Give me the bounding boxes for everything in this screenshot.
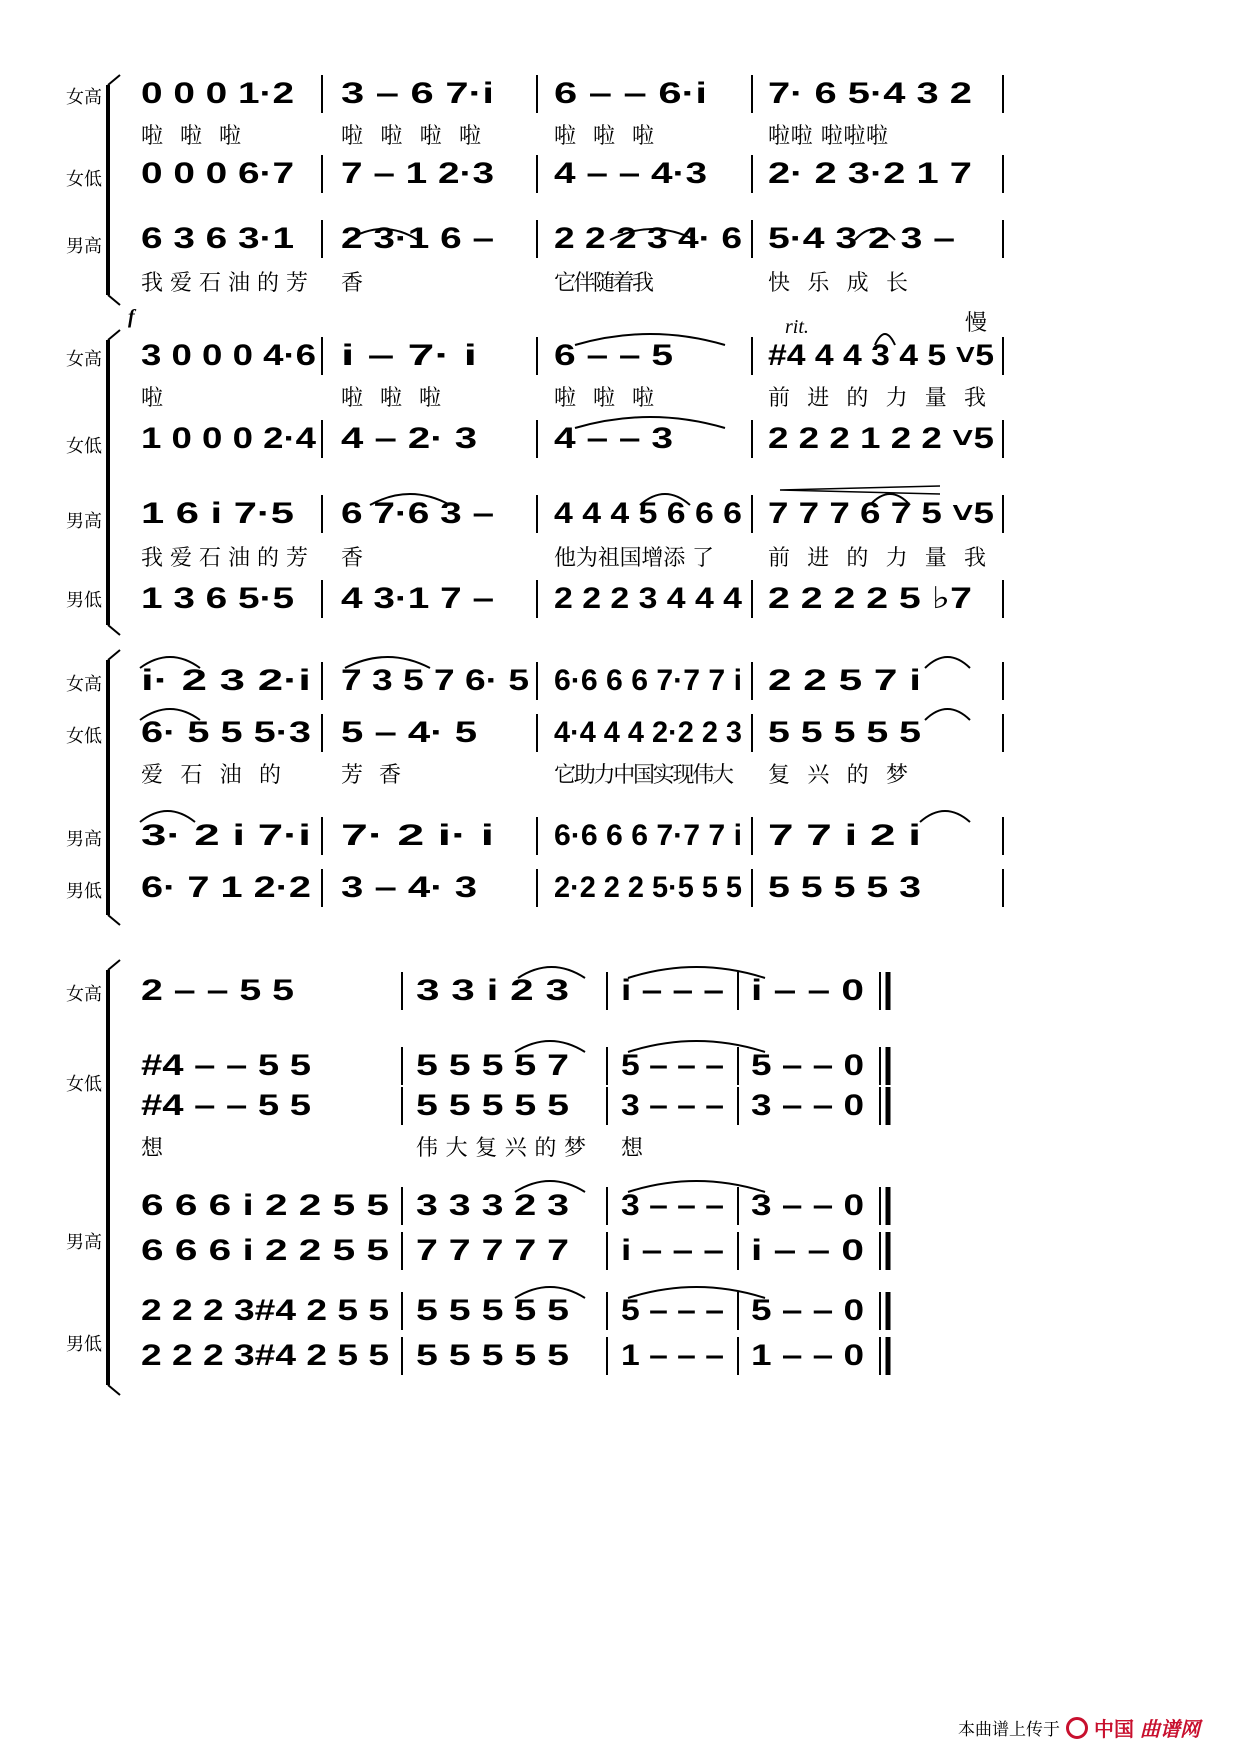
lyric-text: 前 进 的 力 量 我 bbox=[768, 546, 986, 571]
tempo-text: 慢 bbox=[965, 311, 988, 336]
site-name[interactable]: 中国 bbox=[1094, 1717, 1134, 1741]
measure-notes: 2· 2 3·2 1 7 bbox=[768, 157, 972, 190]
measure-notes: 3 – – – bbox=[621, 1189, 724, 1222]
lyric-text: 伟 大 复 兴 的 梦 bbox=[416, 1136, 586, 1161]
slur bbox=[925, 657, 970, 668]
lyric-text: 啦 bbox=[141, 386, 164, 411]
measure-notes: 7 7 i 2 i bbox=[768, 819, 921, 852]
part-label: 女低 bbox=[66, 436, 102, 457]
measure-notes: i – – – bbox=[621, 1234, 724, 1267]
measure-notes: 4 3·1 7 – bbox=[341, 582, 494, 615]
measure-notes: 3 – 6 7·i bbox=[341, 77, 494, 110]
measure-notes: 6 6 6 i 2 2 5 5 bbox=[141, 1189, 389, 1222]
measure-notes: 5 5 5 5 5 bbox=[416, 1294, 569, 1327]
footer bbox=[958, 1713, 1200, 1742]
system-bracket-top bbox=[108, 75, 120, 85]
measure-notes: 3 – 4· 3 bbox=[341, 871, 477, 904]
lyric-text: 我 爱 石 油 的 芳 bbox=[141, 546, 308, 571]
measure-notes: 3 0 0 0 4·6 bbox=[141, 339, 316, 372]
measure-notes: 7 7 7 6 7 5 ˅5 bbox=[768, 497, 994, 530]
part-label: 男高 bbox=[66, 1232, 102, 1253]
measure-notes: 2 – – 5 5 bbox=[141, 974, 294, 1007]
measure-notes: 2 2 2 2 5 ♭7 bbox=[768, 582, 972, 615]
measure-notes: 7 – 1 2·3 bbox=[341, 157, 494, 190]
measure-notes: 3 – – 0 bbox=[751, 1189, 864, 1222]
measure-notes: 2 2 2 3#4 2 5 5 bbox=[141, 1339, 389, 1372]
part-label: 女低 bbox=[66, 169, 102, 190]
measure-notes: 5 5 5 5 5 bbox=[416, 1339, 569, 1372]
crescendo-hairpin bbox=[780, 486, 940, 494]
lyric-text: 他为祖国增添 了 bbox=[554, 546, 714, 571]
measure-notes: 5 – – 0 bbox=[751, 1294, 864, 1327]
measure-notes: 2 3·1 6 – bbox=[341, 222, 494, 255]
measure-notes: 2 2 5 7 i bbox=[768, 664, 921, 697]
part-label: 女高 bbox=[66, 87, 102, 108]
measure-notes: i – – – bbox=[621, 974, 724, 1007]
measure-notes: i – 7· i bbox=[341, 339, 477, 372]
lyric-text: 啦 啦 啦 bbox=[554, 124, 654, 149]
lyric-text: 想 bbox=[621, 1136, 644, 1161]
measure-notes: 6 6 6 i 2 2 5 5 bbox=[141, 1234, 389, 1267]
part-label: 女高 bbox=[66, 349, 102, 370]
measure-notes: 1 – – 0 bbox=[751, 1339, 864, 1372]
measure-notes: 5 – – – bbox=[621, 1294, 724, 1327]
lyric-text: 我 爱 石 油 的 芳 bbox=[141, 271, 308, 296]
lyric-text: 快 乐 成 长 bbox=[768, 271, 908, 296]
measure-notes: 0 0 0 6·7 bbox=[141, 157, 294, 190]
measure-notes: 3 – – – bbox=[621, 1089, 724, 1122]
measure-notes: 3· 2 i 7·i bbox=[141, 819, 311, 852]
system-bracket-top bbox=[108, 330, 120, 340]
part-label: 男高 bbox=[66, 829, 102, 850]
site-logo-icon bbox=[1066, 1717, 1088, 1739]
measure-notes: 5 5 5 5 7 bbox=[416, 1049, 569, 1082]
measure-notes: 1 3 6 5·5 bbox=[141, 582, 294, 615]
measure-notes: 5 – – 0 bbox=[751, 1049, 864, 1082]
dynamic-mark: f bbox=[128, 306, 135, 328]
part-label: 女低 bbox=[66, 1074, 102, 1095]
part-label: 男低 bbox=[66, 1334, 102, 1355]
measure-notes: 5·4 3 2 3 – bbox=[768, 222, 955, 255]
measure-notes: 2 2 2 3 4 4 4 bbox=[554, 582, 743, 615]
part-label: 男低 bbox=[66, 590, 102, 611]
measure-notes: #4 4 4 3 4 5 ˅5 bbox=[768, 339, 994, 372]
measure-notes: 5 5 5 5 5 bbox=[768, 716, 921, 749]
slur bbox=[920, 811, 970, 822]
measure-notes: 1 6 i 7·5 bbox=[141, 497, 294, 530]
system-bracket-top bbox=[108, 960, 120, 970]
measure-notes: 2 2 2 3 4· 6 bbox=[554, 222, 742, 255]
lyric-text: 香 bbox=[341, 546, 364, 571]
lyric-text: 它 助 力 中 国 实 现 伟 大 bbox=[554, 763, 734, 788]
measure-notes: 6 – – 5 bbox=[554, 339, 673, 372]
part-label: 女高 bbox=[66, 674, 102, 695]
measure-notes: 2·2 2 2 5·5 5 5 bbox=[554, 871, 742, 904]
measure-notes: 5 5 5 5 5 bbox=[416, 1089, 569, 1122]
lyric-text: 芳 香 bbox=[341, 763, 401, 788]
part-label: 女低 bbox=[66, 726, 102, 747]
tempo-mark: rit. bbox=[785, 316, 809, 338]
measure-notes: i – – 0 bbox=[751, 1234, 864, 1267]
site-name-2[interactable]: 曲谱网 bbox=[1140, 1717, 1200, 1741]
measure-notes: 4 – 2· 3 bbox=[341, 422, 477, 455]
part-label: 男低 bbox=[66, 881, 102, 902]
measure-notes: 6· 5 5 5·3 bbox=[141, 716, 311, 749]
system-bracket-bottom bbox=[108, 625, 120, 635]
lyric-text: 啦 啦 啦 bbox=[554, 386, 654, 411]
measure-notes: 5 – 4· 5 bbox=[341, 716, 477, 749]
measure-notes: 7· 2 i· i bbox=[341, 819, 494, 852]
measure-notes: 6·6 6 6 7·7 7 i bbox=[554, 664, 742, 697]
slur bbox=[925, 709, 970, 720]
measure-notes: 6· 7 1 2·2 bbox=[141, 871, 311, 904]
measure-notes: 5 5 5 5 3 bbox=[768, 871, 921, 904]
measure-notes: 4 – – 3 bbox=[554, 422, 673, 455]
lyric-text: 前 进 的 力 量 我 bbox=[768, 386, 986, 411]
measure-notes: 1 – – – bbox=[621, 1339, 724, 1372]
measure-notes: #4 – – 5 5 bbox=[141, 1049, 311, 1082]
system-bracket-bottom bbox=[108, 1385, 120, 1395]
measure-notes: 3 3 i 2 3 bbox=[416, 974, 569, 1007]
measure-notes: 6·6 6 6 7·7 7 i bbox=[554, 819, 742, 852]
lyric-text: 香 bbox=[341, 271, 364, 296]
part-label: 女高 bbox=[66, 984, 102, 1005]
measure-notes: 2 2 2 1 2 2 ˅5 bbox=[768, 422, 994, 455]
measure-notes: 5 – – – bbox=[621, 1049, 724, 1082]
part-label: 男高 bbox=[66, 511, 102, 532]
measure-notes: 7 3 5 7 6· 5 bbox=[341, 664, 529, 697]
measure-notes: 7 7 7 7 7 bbox=[416, 1234, 569, 1267]
lyric-text: 想 bbox=[141, 1136, 164, 1161]
lyric-text: 啦 啦 啦 啦 bbox=[341, 124, 481, 149]
measure-notes: 1 0 0 0 2·4 bbox=[141, 422, 317, 455]
part-label: 男高 bbox=[66, 236, 102, 257]
measure-notes: 4 – – 4·3 bbox=[554, 157, 707, 190]
measure-notes: 4·4 4 4 2·2 2 3 bbox=[554, 716, 742, 749]
lyric-text: 复 兴 的 梦 bbox=[768, 763, 908, 788]
lyric-text: 啦啦 啦啦啦 bbox=[768, 124, 888, 149]
lyric-text: 它伴随着我 bbox=[554, 271, 654, 296]
measure-notes: 6 7·6 3 – bbox=[341, 497, 494, 530]
footer-text: 本曲谱上传于 bbox=[958, 1720, 1060, 1740]
measure-notes: 4 4 4 5 6 6 6 bbox=[554, 497, 742, 530]
measure-notes: 6 – – 6·i bbox=[554, 77, 707, 110]
measure-notes: 7· 6 5·4 3 2 bbox=[768, 77, 972, 110]
measure-notes: 3 3 3 2 3 bbox=[416, 1189, 569, 1222]
system-bracket-bottom bbox=[108, 915, 120, 925]
lyric-text: 爱 石 油 的 bbox=[141, 763, 281, 788]
measure-notes: 2 2 2 3#4 2 5 5 bbox=[141, 1294, 389, 1327]
measure-notes: i· 2 3 2·i bbox=[141, 664, 311, 697]
lyric-text: 啦 啦 啦 bbox=[141, 124, 241, 149]
measure-notes: 3 – – 0 bbox=[751, 1089, 864, 1122]
system-bracket-bottom bbox=[108, 295, 120, 305]
measure-notes: 6 3 6 3·1 bbox=[141, 222, 294, 255]
system-bracket-top bbox=[108, 650, 120, 660]
measure-notes: #4 – – 5 5 bbox=[141, 1089, 311, 1122]
measure-notes: i – – 0 bbox=[751, 974, 864, 1007]
lyric-text: 啦 啦 啦 bbox=[341, 386, 441, 411]
measure-notes: 0 0 0 1·2 bbox=[141, 77, 294, 110]
